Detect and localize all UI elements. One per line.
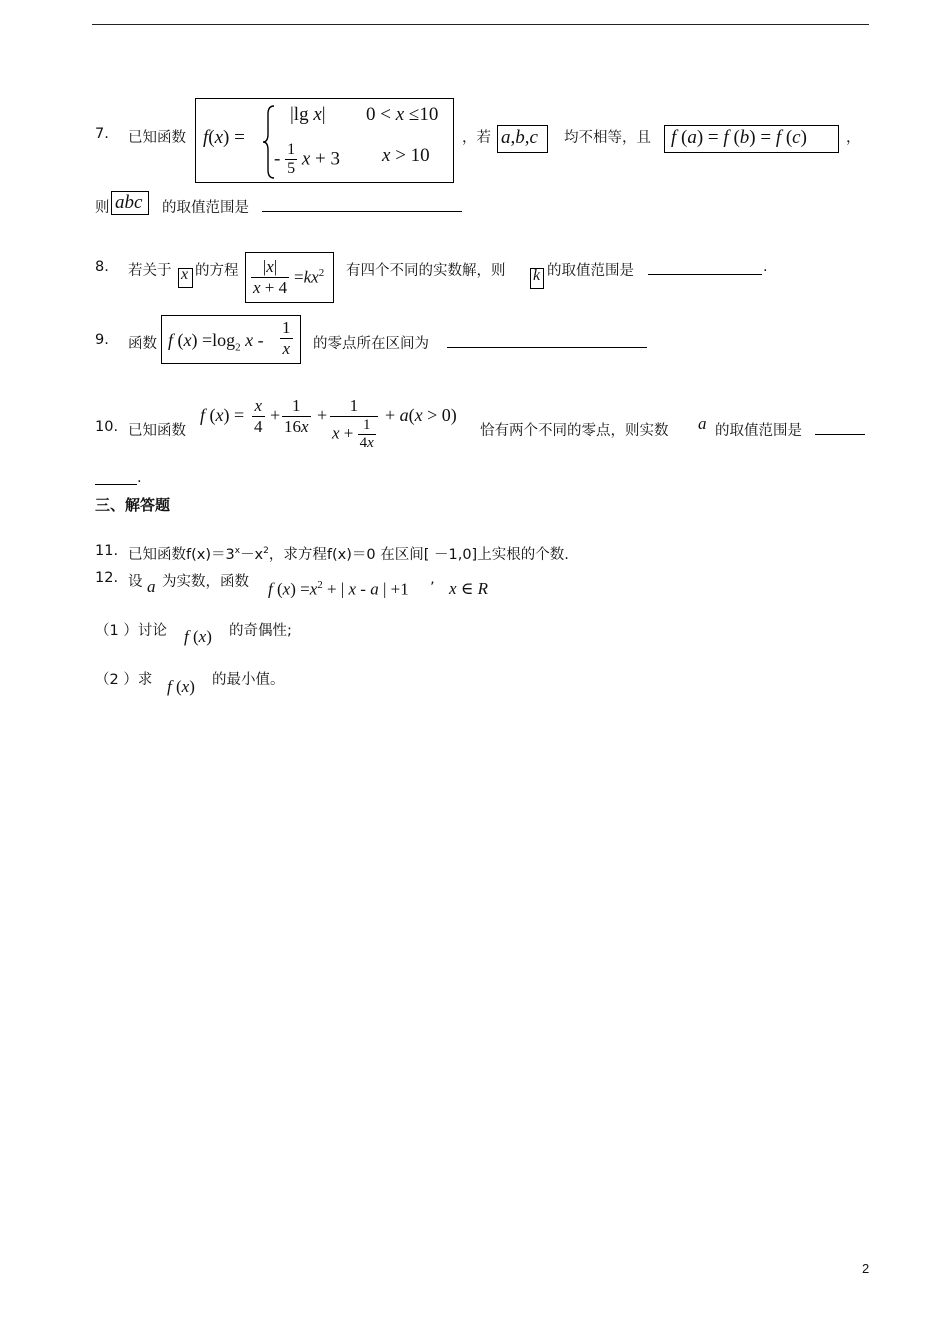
q7-text-if: ，若 bbox=[462, 130, 491, 146]
q12-domain: x ∈ R bbox=[449, 579, 489, 598]
q10-period: . bbox=[137, 470, 142, 486]
q10-answer-blank-2 bbox=[95, 470, 137, 489]
q10-var-a: a bbox=[698, 414, 707, 433]
q7-number: 7. bbox=[95, 126, 109, 142]
q8-text-four-roots: 有四个不同的实数解，则 bbox=[346, 263, 506, 279]
page-number: 2 bbox=[862, 1261, 870, 1276]
q9-tail: 的零点所在区间为 bbox=[313, 336, 429, 352]
q7-line2-lead: 则 bbox=[95, 200, 110, 216]
q10-tail2: 的取值范围是 bbox=[715, 423, 802, 439]
q8-period: . bbox=[763, 259, 768, 275]
q10-answer-blank-1 bbox=[815, 419, 865, 439]
q7-answer-blank bbox=[262, 196, 462, 216]
q12-mid: 为实数，函数 bbox=[162, 574, 249, 590]
q8-equation-box: $\frac{|x|}{x + 4}$ $=kx^2$ bbox=[245, 252, 334, 303]
section-title: 三、解答题 bbox=[95, 496, 171, 514]
q8-lead: 若关于 bbox=[128, 263, 172, 279]
q10-tail: 恰有两个不同的零点，则实数 bbox=[480, 423, 669, 439]
q12-number: 12. bbox=[95, 570, 119, 586]
q10-number: 10. bbox=[95, 419, 119, 435]
q9-function-box: f $(x) =\log_2$ x - $\frac{1}{x}$ bbox=[161, 315, 301, 364]
q11-text: 已知函数$f(x)=3^x-x^2$，求方程f(x)＝0 在区间[ －1,0]上实根的个数. bbox=[128, 546, 569, 563]
q10-frac-2: $\frac{1}{16x}$ bbox=[284, 396, 309, 436]
q10-frac-3: 1 x + $\frac{1}{4x}$ bbox=[330, 396, 378, 452]
q12-function-formula: f $(x) =x^2$ + | x - a | +1 bbox=[268, 579, 409, 599]
q7-function-formula: f(x) = |lg x| 0 < x ≤10 - $\frac{1}{5}$ x + 3 x > 10 bbox=[195, 98, 454, 183]
q12-separator: ’ bbox=[430, 580, 435, 596]
q12-part2-tail: 的最小值。 bbox=[212, 672, 285, 688]
q9-answer-blank bbox=[447, 332, 647, 352]
q12-part2-label: （2 ）求 bbox=[95, 672, 153, 688]
q11-number: 11. bbox=[95, 543, 119, 559]
q7-lead: 已知函数 bbox=[128, 130, 186, 146]
q8-answer-blank bbox=[648, 259, 762, 279]
q12-part1-label: （1 ）讨论 bbox=[95, 623, 167, 639]
q8-text-range: 的取值范围是 bbox=[547, 263, 634, 279]
q8-text-equation: 的方程 bbox=[195, 263, 239, 279]
q8-number: 8. bbox=[95, 259, 109, 275]
q8-k-box: k bbox=[530, 268, 544, 289]
header-rule bbox=[92, 24, 869, 25]
q8-x-box: x bbox=[178, 268, 193, 288]
q10-function-formula: f (x) = bbox=[200, 405, 245, 425]
q9-number: 9. bbox=[95, 332, 109, 348]
q12-part1-tail: 的奇偶性; bbox=[229, 623, 292, 639]
q7-equality-box: f (a) = f (b) = f (c) bbox=[664, 125, 839, 153]
q12-part2-formula: f (x) bbox=[167, 677, 195, 696]
q7-abc-product-box: abc bbox=[111, 191, 149, 215]
q7-comma: ， bbox=[846, 130, 861, 146]
q12-var-a: a bbox=[147, 577, 156, 596]
q10-frac-1: $\frac{x}{4}$ bbox=[254, 396, 263, 436]
q7-text-distinct: 均不相等，且 bbox=[564, 130, 651, 146]
q9-lead: 函数 bbox=[128, 336, 157, 352]
q12-lead: 设 bbox=[128, 574, 143, 590]
q12-part1-formula: f (x) bbox=[184, 627, 212, 646]
q7-line2-tail: 的取值范围是 bbox=[162, 200, 249, 216]
q10-lead: 已知函数 bbox=[128, 423, 186, 439]
q7-abc-box: a,b,c bbox=[497, 125, 548, 153]
